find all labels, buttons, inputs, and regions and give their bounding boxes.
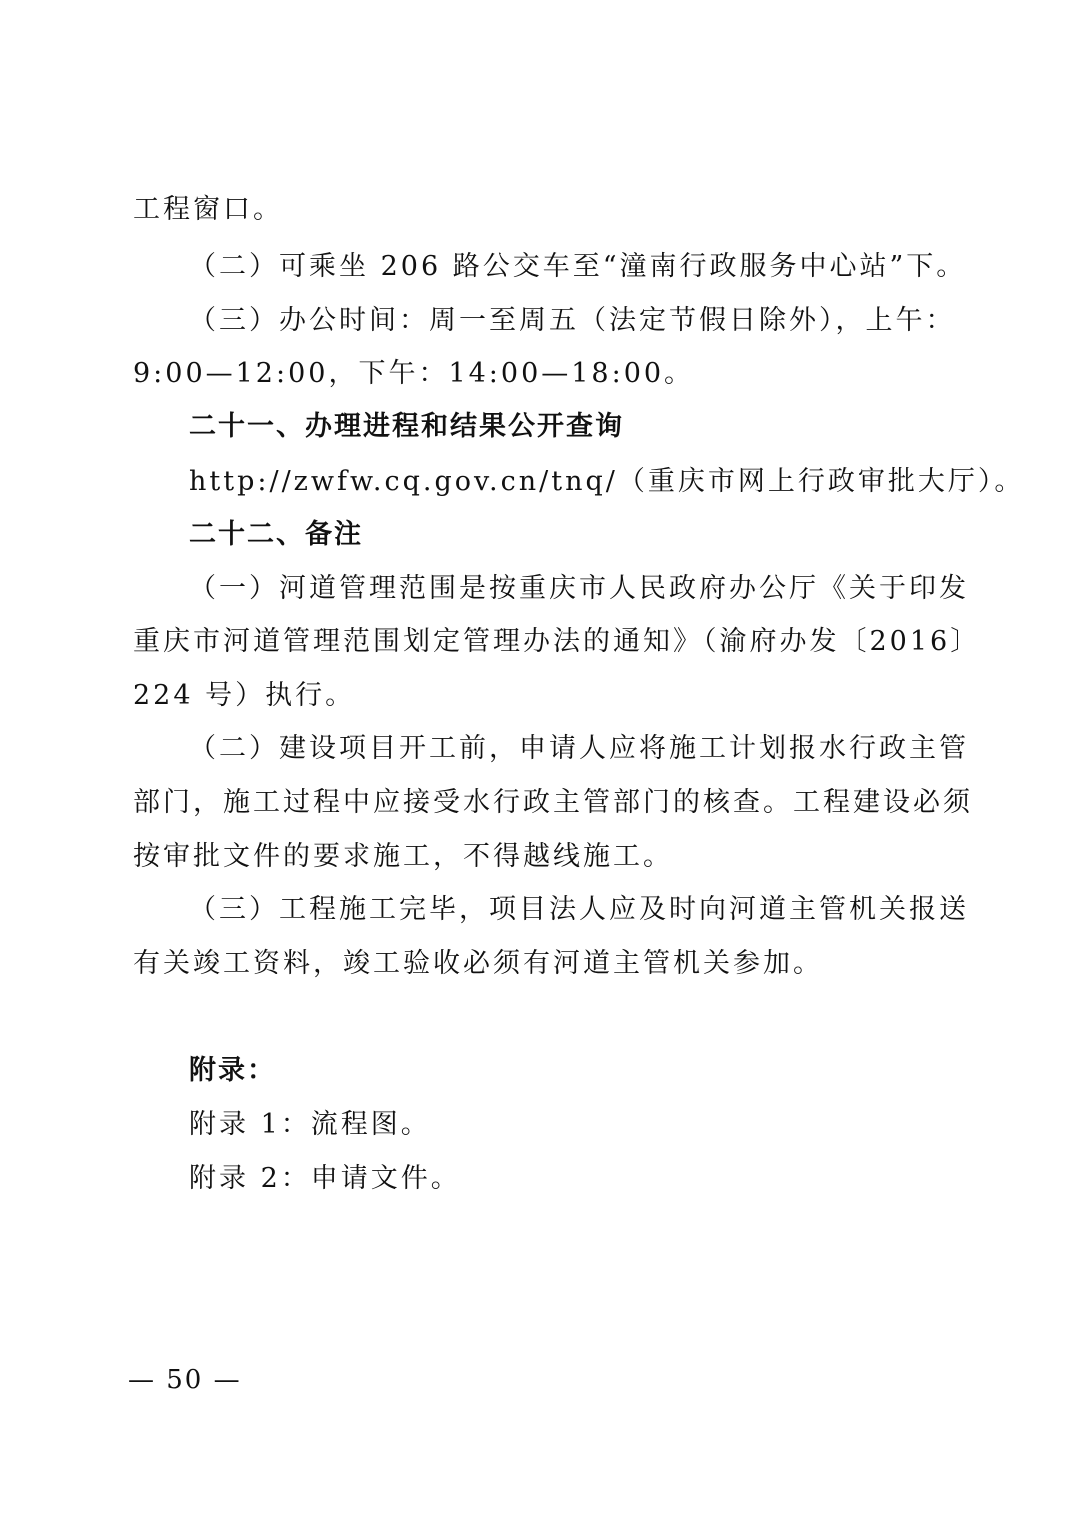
text-line: 9:00—12:00，下午：14:00—18:00。 (133, 358, 695, 389)
text-line: （三）办公时间：周一至周五（法定节假日除外），上午： (189, 305, 956, 336)
text-line: 224 号）执行。 (133, 680, 356, 711)
text-line: （一）河道管理范围是按重庆市人民政府办公厅《关于印发 (189, 573, 969, 604)
page-number: — 50 — (128, 1365, 242, 1395)
text-line: 工程窗口。 (133, 194, 283, 225)
appendix-item: 附录 1：流程图。 (189, 1109, 431, 1140)
appendix-heading: 附录： (189, 1055, 276, 1086)
text-line: 有关竣工资料，竣工验收必须有河道主管机关参加。 (133, 948, 823, 979)
text-line: （二）建设项目开工前，申请人应将施工计划报水行政主管 (189, 733, 969, 764)
section-heading: 二十二、备注 (189, 519, 363, 550)
appendix-item: 附录 2：申请文件。 (189, 1163, 461, 1194)
text-line: 部门，施工过程中应接受水行政主管部门的核查。工程建设必须 (133, 787, 973, 818)
text-line: 按审批文件的要求施工，不得越线施工。 (133, 841, 673, 872)
section-heading: 二十一、办理进程和结果公开查询 (189, 411, 624, 442)
text-line: 重庆市河道管理范围划定管理办法的通知》（渝府办发〔2016〕 (133, 626, 981, 657)
text-line: （二）可乘坐 206 路公交车至“潼南行政服务中心站”下。 (189, 251, 967, 282)
text-line: （三）工程施工完毕，项目法人应及时向河道主管机关报送 (189, 894, 969, 925)
url-line: http://zwfw.cq.gov.cn/tnq/（重庆市网上行政审批大厅）。 (189, 466, 1025, 497)
